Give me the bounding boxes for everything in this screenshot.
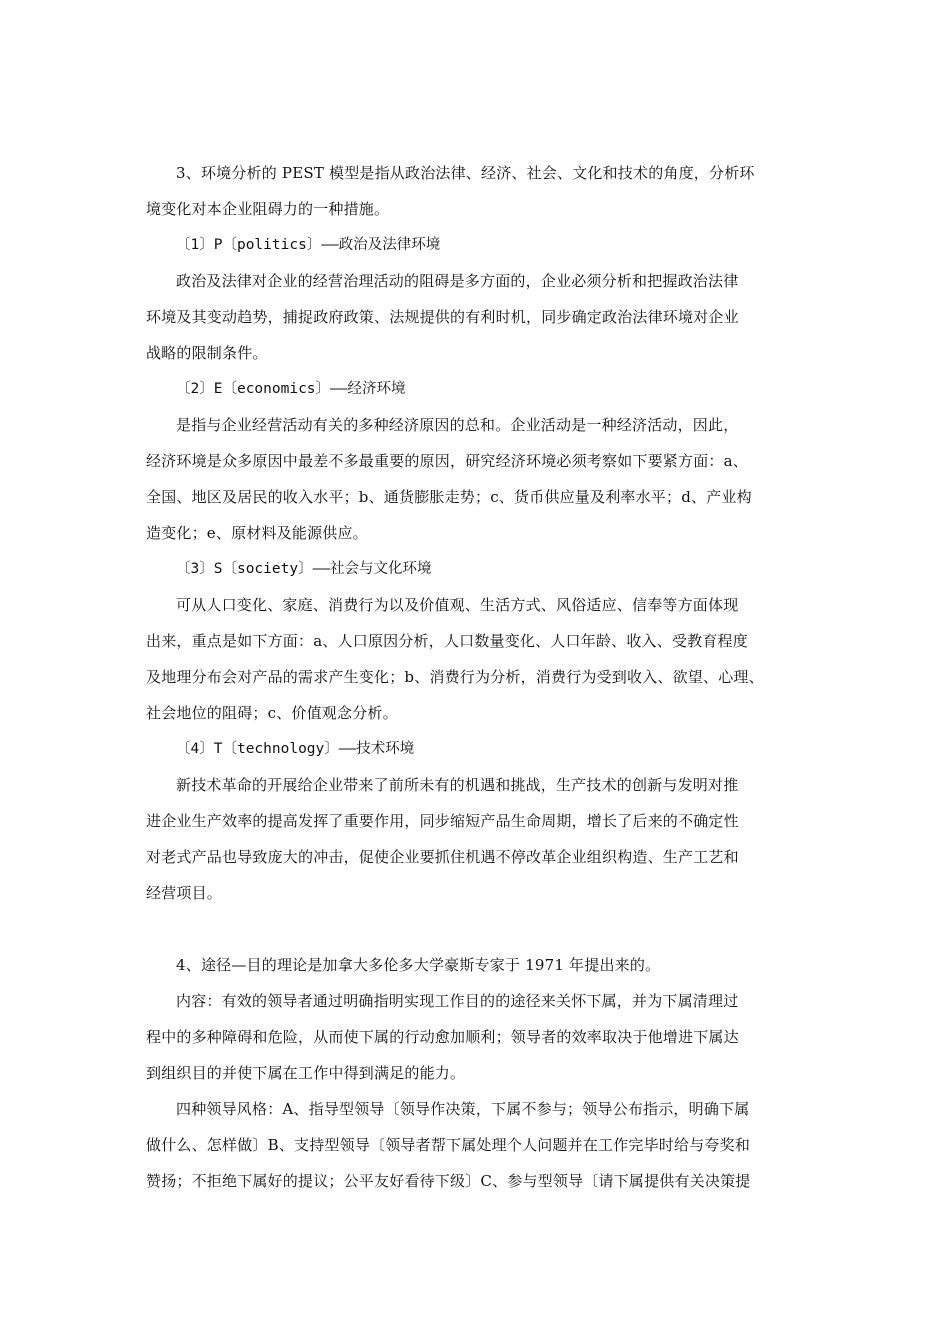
politics-body-line-1: 政治及法律对企业的经营治理活动的阻碍是多方面的，企业必须分析和把握政治法律 — [176, 272, 739, 290]
section-3-intro-line-2: 境变化对本企业阻碍力的一种措施。 — [146, 200, 390, 218]
society-heading: 〔3〕S〔society〕——社会与文化环境 — [176, 561, 432, 577]
economics-body-line-2: 经济环境是众多原因中最差不多最重要的原因，研究经济环境必须考察如下要紧方面：a、 — [146, 452, 748, 470]
section-3-intro-line-1: 3、环境分析的 PEST 模型是指从政治法律、经济、社会、文化和技术的角度，分析环 — [176, 164, 755, 182]
society-body-line-1: 可从人口变化、家庭、消费行为以及价值观、生活方式、风俗适应、信奉等方面体现 — [176, 596, 739, 614]
economics-body-line-4: 造变化；e、原材料及能源供应。 — [146, 524, 368, 542]
society-body-line-4: 社会地位的阻碍；c、价值观念分析。 — [146, 704, 398, 722]
economics-body-line-1: 是指与企业经营活动有关的多种经济原因的总和。企业活动是一种经济活动，因此， — [176, 416, 739, 434]
technology-body-line-3: 对老式产品也导致庞大的冲击，促使企业要抓住机遇不停改革企业组织构造、生产工艺和 — [146, 848, 739, 866]
society-body-line-2: 出来，重点是如下方面：a、人口原因分析，人口数量变化、人口年龄、收入、受教育程度 — [146, 632, 748, 650]
society-body-line-3: 及地理分布会对产品的需求产生变化；b、消费行为分析，消费行为受到收入、欲望、心理、 — [146, 668, 764, 686]
politics-heading: 〔1〕P〔politics〕——政治及法律环境 — [176, 237, 441, 253]
document-page — [146, 155, 816, 1199]
content-line-3: 到组织目的并使下属在工作中得到满足的能力。 — [146, 1064, 466, 1082]
section-3 — [146, 155, 816, 911]
styles-line-3: 赞扬；不拒绝下属好的提议；公平友好看待下级〕C、参与型领导〔请下属提供有关决策提 — [146, 1172, 751, 1190]
technology-body-line-1: 新技术革命的开展给企业带来了前所未有的机遇和挑战，生产技术的创新与发明对推 — [176, 776, 739, 794]
technology-body-line-4: 经营项目。 — [146, 884, 223, 902]
technology-body-line-2: 进企业生产效率的提高发挥了重要作用，同步缩短产品生命周期，增长了后来的不确定性 — [146, 812, 739, 830]
section-gap — [146, 911, 816, 947]
technology-heading: 〔4〕T〔technology〕——技术环境 — [176, 741, 415, 757]
content-line-2: 程中的多种障碍和危险，从而使下属的行动愈加顺利；领导者的效率取决于他增进下属达 — [146, 1028, 739, 1046]
section-4-intro: 4、途径—目的理论是加拿大多伦多大学豪斯专家于 1971 年提出来的。 — [176, 956, 661, 974]
politics-body-line-3: 战略的限制条件。 — [146, 344, 268, 362]
content-line-1: 内容：有效的领导者通过明确指明实现工作目的的途径来关怀下属，并为下属清理过 — [176, 992, 739, 1010]
economics-heading: 〔2〕E〔economics〕——经济环境 — [176, 381, 406, 397]
styles-line-2: 做什么、怎样做〕B、支持型领导〔领导者帮下属处理个人问题并在工作完毕时给与夸奖和 — [146, 1136, 751, 1154]
politics-body-line-2: 环境及其变动趋势，捕捉政府政策、法规提供的有利时机，同步确定政治法律环境对企业 — [146, 308, 739, 326]
styles-line-1: 四种领导风格：A、指导型领导〔领导作决策，下属不参与；领导公布指示，明确下属 — [176, 1100, 750, 1118]
economics-body-line-3: 全国、地区及居民的收入水平；b、通货膨胀走势；c、货币供应量及利率水平；d、产业构 — [146, 488, 752, 506]
section-4 — [146, 947, 816, 1199]
